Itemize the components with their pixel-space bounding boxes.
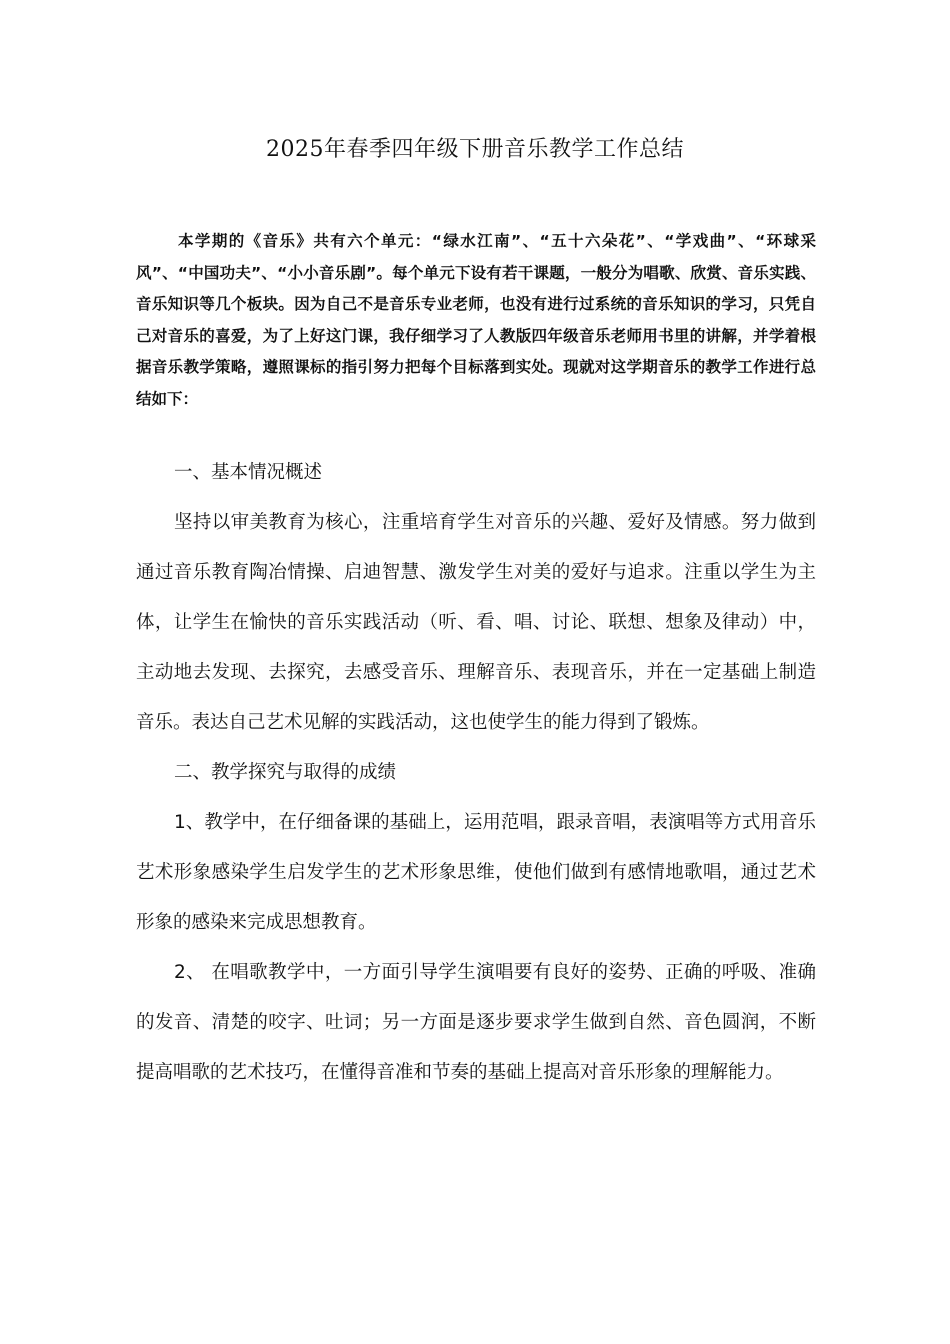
section-heading-teaching-achievements: 二、教学探究与取得的成绩 [174, 762, 397, 783]
section-paragraph-basic-overview: 坚持以审美教育为核心，注重培育学生对音乐的兴趣、爱好及情感。努力做到通过音乐教育陶冶情操、启迪智慧、激发学生对美的爱好与追求。注重以学生为主体，让学生在愉快的音乐实践活动（听、看、唱、讨论、联想、想象及律动）中，主动地去发现、去探究，去感受音乐、理解音乐、表现音乐，并在一定基础上制造音乐。表达自己艺术见解的实践活动，这也使学生的能力得到了锻炼。 [136, 512, 816, 733]
achievement-item-1: 1、教学中，在仔细备课的基础上，运用范唱，跟录音唱，表演唱等方式用音乐艺术形象感染学生启发学生的艺术形象思维，使他们做到有感情地歌唱，通过艺术形象的感染来完成思想教育。 [136, 812, 816, 933]
achievement-item-2: 2、 在唱歌教学中，一方面引导学生演唱要有良好的姿势、正确的呼吸、准确的发音、清楚的咬字、吐词；另一方面是逐步要求学生做到自然、音色圆润，不断提高唱歌的艺术技巧，在懂得音准和节奏的基础上提高对音乐形象的理解能力。 [136, 962, 816, 1083]
section-heading-basic-overview: 一、基本情况概述 [174, 462, 323, 483]
intro-paragraph: 本学期的《音乐》共有六个单元：“绿水江南”、“五十六朵花”、“学戏曲”、“环球采风”、“中国功夫”、“小小音乐剧”。每个单元下设有若干课题，一般分为唱歌、欣赏、音乐实践、音乐知识等几个板块。因为自己不是音乐专业老师，也没有进行过系统的音乐知识的学习，只凭自己对音乐的喜爱，为了上好这门课，我仔细学习了人教版四年级音乐老师用书里的讲解，并学着根据音乐教学策略，遵照课标的指引努力把每个目标落到实处。现就对这学期音乐的教学工作进行总结如下： [136, 232, 816, 408]
document-title: 2025年春季四年级下册音乐教学工作总结 [266, 137, 684, 162]
